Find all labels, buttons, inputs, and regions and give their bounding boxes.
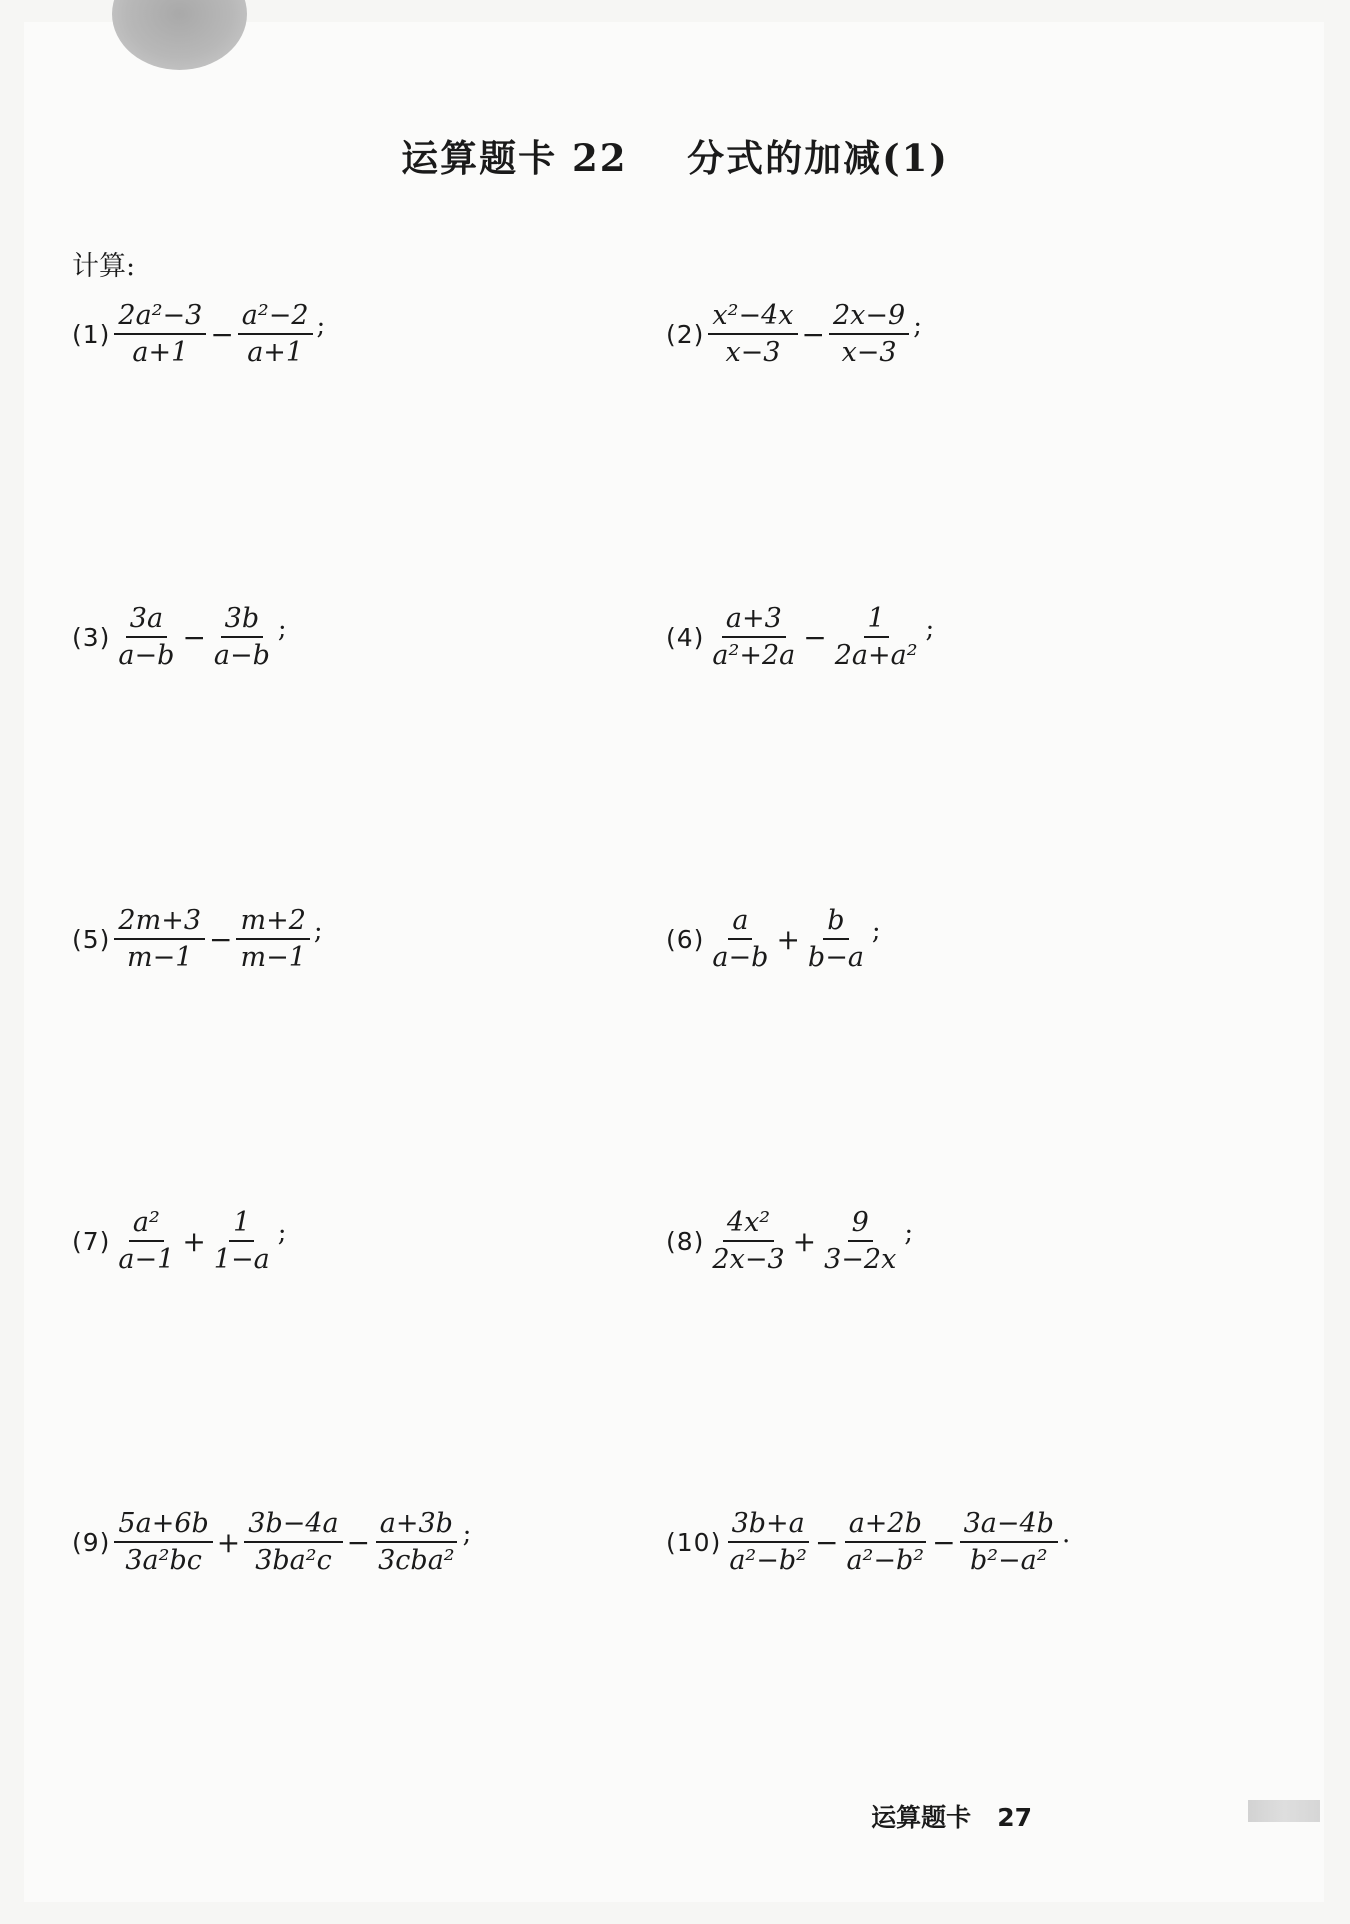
numerator: 1 — [864, 603, 889, 638]
denominator: a−b — [213, 640, 270, 672]
operator: − — [814, 1525, 839, 1559]
terminator: ; — [313, 916, 323, 947]
fraction — [210, 1207, 274, 1275]
numerator: a²−2 — [238, 300, 313, 335]
problem-label: (10) — [666, 1527, 722, 1557]
fraction — [960, 1508, 1058, 1576]
terminator: ; — [277, 1218, 287, 1249]
footer-decoration — [1248, 1800, 1320, 1822]
fraction — [114, 1508, 212, 1576]
operator: + — [216, 1525, 241, 1559]
denominator: x−3 — [725, 337, 781, 369]
numerator: x²−4x — [708, 300, 797, 335]
corner-shadow — [112, 0, 247, 70]
fraction — [374, 1508, 459, 1576]
numerator: 9 — [848, 1207, 873, 1242]
denominator: a−1 — [118, 1244, 175, 1276]
problem-label: (7) — [72, 1226, 111, 1256]
denominator: m−1 — [240, 942, 306, 974]
denominator: a−b — [118, 640, 175, 672]
numerator: 5a+6b — [114, 1508, 212, 1543]
operator: − — [182, 620, 206, 654]
problem-1 — [72, 300, 325, 368]
terminator: ; — [277, 614, 287, 645]
operator: + — [776, 922, 800, 956]
problem-label: (4) — [666, 622, 705, 652]
numerator: a+3b — [376, 1508, 457, 1543]
operator: − — [932, 1525, 956, 1559]
denominator: a+1 — [247, 337, 304, 369]
fraction — [238, 300, 313, 368]
fraction — [114, 1207, 178, 1275]
numerator: a — [728, 905, 752, 940]
problem-2 — [666, 300, 922, 368]
numerator: a+2b — [845, 1508, 926, 1543]
denominator: 3a²bc — [125, 1545, 202, 1577]
numerator: 1 — [229, 1207, 254, 1242]
operator: + — [792, 1224, 817, 1258]
numerator: a+3 — [722, 603, 786, 638]
problem-7 — [72, 1207, 286, 1275]
fraction — [829, 300, 909, 368]
numerator: 2x−9 — [829, 300, 909, 335]
denominator: b−a — [807, 942, 864, 974]
fraction — [114, 905, 205, 973]
problem-label: (1) — [72, 319, 111, 349]
operator: − — [346, 1525, 371, 1559]
fraction — [114, 300, 206, 368]
denominator: m−1 — [127, 942, 193, 974]
numerator: 3b — [221, 603, 263, 638]
operator: − — [803, 620, 827, 654]
numerator: 2m+3 — [114, 905, 205, 940]
denominator: x−3 — [841, 337, 897, 369]
denominator: 2a+a² — [834, 640, 918, 672]
terminator: . — [1061, 1519, 1071, 1550]
numerator: 4x² — [723, 1207, 774, 1242]
problem-3 — [72, 603, 287, 671]
fraction — [708, 905, 772, 973]
page-footer: 运算题卡 27 — [871, 1803, 1032, 1832]
fraction — [708, 300, 797, 368]
problem-5 — [72, 905, 323, 973]
fraction — [831, 603, 922, 671]
problem-6 — [666, 905, 881, 973]
operator: − — [209, 922, 233, 956]
numerator: b — [823, 905, 848, 940]
denominator: 2x−3 — [712, 1244, 785, 1276]
problem-4 — [666, 603, 934, 671]
denominator: 1−a — [213, 1244, 270, 1276]
numerator: m+2 — [236, 905, 309, 940]
operator: − — [801, 317, 825, 351]
problem-label: (5) — [72, 924, 111, 954]
terminator: ; — [904, 1218, 914, 1249]
operator: − — [210, 317, 234, 351]
terminator: ; — [925, 614, 935, 645]
problem-label: (9) — [72, 1527, 111, 1557]
denominator: a²−b² — [729, 1545, 807, 1577]
numerator: 3b−4a — [244, 1508, 342, 1543]
instruction-text: 计算: — [72, 251, 136, 282]
fraction — [236, 905, 309, 973]
fraction — [114, 603, 178, 671]
numerator: 3b+a — [728, 1508, 809, 1543]
denominator: a²+2a — [712, 640, 796, 672]
terminator: ; — [913, 311, 922, 342]
problem-label: (3) — [72, 622, 111, 652]
problem-label: (6) — [666, 924, 705, 954]
numerator: a² — [129, 1207, 164, 1242]
fraction — [820, 1207, 900, 1275]
terminator: ; — [871, 916, 881, 947]
denominator: a+1 — [132, 337, 189, 369]
denominator: b²−a² — [969, 1545, 1048, 1577]
fraction — [210, 603, 274, 671]
fraction — [244, 1508, 342, 1576]
fraction — [725, 1508, 811, 1576]
problem-8 — [666, 1207, 913, 1275]
denominator: a²−b² — [846, 1545, 925, 1577]
denominator: a−b — [712, 942, 769, 974]
problem-label: (2) — [666, 319, 705, 349]
numerator: 3a−4b — [960, 1508, 1058, 1543]
terminator: ; — [462, 1519, 472, 1550]
fraction — [804, 905, 868, 973]
problem-9 — [72, 1508, 471, 1576]
fraction — [842, 1508, 928, 1576]
numerator: 2a²−3 — [114, 300, 206, 335]
terminator: ; — [316, 311, 326, 342]
denominator: 3−2x — [824, 1244, 897, 1276]
problem-10 — [666, 1508, 1070, 1576]
operator: + — [182, 1224, 206, 1258]
denominator: 3cba² — [378, 1545, 455, 1577]
numerator: 3a — [126, 603, 167, 638]
denominator: 3ba²c — [255, 1545, 332, 1577]
page-title: 运算题卡 22 分式的加减(1) — [401, 136, 949, 180]
fraction — [708, 1207, 788, 1275]
fraction — [708, 603, 799, 671]
problem-label: (8) — [666, 1226, 705, 1256]
